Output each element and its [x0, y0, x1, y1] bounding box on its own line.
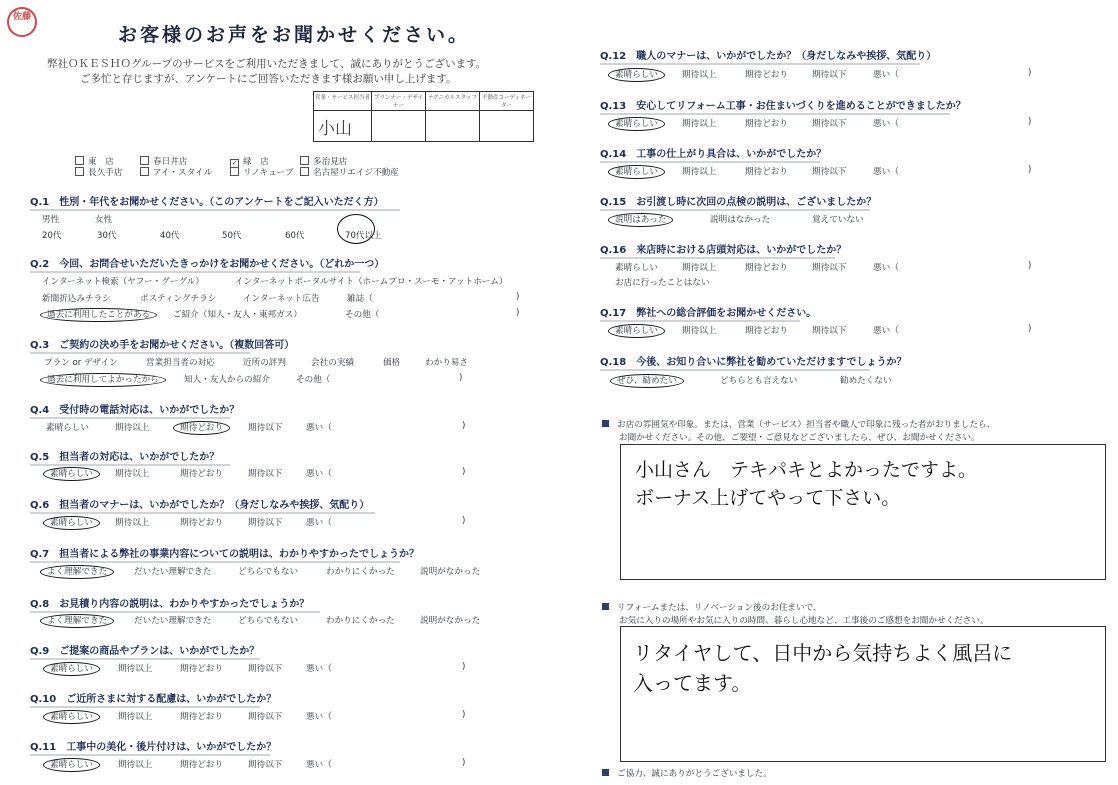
- q2-option[interactable]: その他（: [345, 310, 380, 320]
- bullet-square-icon: [602, 603, 609, 610]
- rating-option[interactable]: 期待どおり: [180, 664, 223, 674]
- rating-option[interactable]: 期待どおり: [745, 167, 788, 177]
- rating-option[interactable]: 悪い（: [306, 469, 332, 479]
- rating-option[interactable]: 悪い（: [306, 423, 332, 433]
- rating-option[interactable]: 期待どおり: [180, 469, 223, 479]
- staff-table: [313, 91, 534, 142]
- q2-label: Q.2 今回、お問合せいただいたきっかけをお聞かせください。（どれか一つ）: [30, 255, 360, 273]
- rating-paren-close: ): [1028, 68, 1032, 78]
- rating-option[interactable]: 素晴らしい: [46, 423, 89, 433]
- understand-option[interactable]: 説明がなかった: [420, 616, 481, 626]
- rating-option[interactable]: 期待以下: [812, 167, 847, 177]
- checkbox-icon: [300, 167, 309, 176]
- q3-option[interactable]: 会社の実績: [311, 358, 354, 368]
- comment2-prompt-1: リフォームまたは、リノベーション後のお住まいで、: [602, 601, 822, 613]
- signature-stamp: 佐藤: [7, 7, 37, 37]
- rating-option[interactable]: 期待以上: [682, 167, 717, 177]
- q17-label: Q.17 弊社への総合評価をお聞かせください。: [600, 304, 800, 322]
- q4-label: Q.4 受付時の電話対応は、いかがでしたか？: [30, 401, 230, 419]
- checkmark-icon: ✓: [231, 159, 238, 167]
- rating-option-selected[interactable]: 素晴らしい: [50, 516, 100, 528]
- checkbox-icon: [75, 156, 84, 165]
- q2-option[interactable]: 新聞折込みチラシ: [42, 294, 111, 304]
- q1-age-option[interactable]: 50代: [222, 231, 242, 241]
- q1-age-option[interactable]: 30代: [97, 231, 117, 241]
- comment1-textarea[interactable]: [620, 444, 1106, 580]
- q2-option[interactable]: 雑誌（: [347, 294, 373, 304]
- rating-option[interactable]: 期待どおり: [745, 263, 788, 273]
- rating-paren-close: ): [462, 516, 466, 526]
- rating-option[interactable]: 期待以上: [115, 518, 150, 528]
- store-checkbox[interactable]: アイ・スタイル: [140, 166, 212, 178]
- q2-option[interactable]: インターネット広告: [243, 294, 320, 304]
- rating-paren-close: ): [1028, 165, 1032, 175]
- footer-thanks: ご協力、誠にありがとうございました。: [602, 767, 772, 779]
- q18-option[interactable]: 勧めたくない: [840, 376, 892, 386]
- q3-option[interactable]: 価格: [383, 358, 401, 368]
- q1-label: Q.1 性別・年代をお聞かせください。（このアンケートをご記入いただく方）: [30, 193, 400, 211]
- understand-option-selected[interactable]: よく理解できた: [47, 614, 114, 626]
- rating-option[interactable]: 悪い（: [873, 167, 899, 177]
- comment1-prompt-1: お店の雰囲気や印象。または、営業（サービス）担当者や職人で印象に残った者がおりましたら、: [602, 418, 995, 430]
- rating-option[interactable]: 期待以上: [118, 664, 153, 674]
- rating-option-selected[interactable]: 素晴らしい: [50, 710, 100, 722]
- staff-header: 不動産コーディネーター: [480, 92, 534, 111]
- rating-option[interactable]: 期待以下: [248, 712, 283, 722]
- checkbox-icon: [75, 167, 84, 176]
- intro-line-1: 弊社ＯＫＥＳＨＯグループのサービスをご利用いただきまして、誠にありがとうございます。: [47, 58, 487, 70]
- store-checkbox[interactable]: 多治見店: [300, 155, 347, 167]
- understand-option[interactable]: だいたい理解できた: [134, 616, 212, 626]
- rating-option[interactable]: 期待以上: [118, 760, 153, 770]
- rating-option-selected[interactable]: 素晴らしい: [615, 117, 665, 129]
- q10-label: Q.10 ご近所さまに対する配慮は、いかがでしたか？: [30, 690, 260, 708]
- understand-option[interactable]: どちらでもない: [238, 567, 299, 577]
- q1-age-option-selected[interactable]: 70代以上: [345, 231, 382, 241]
- understand-option[interactable]: どちらでもない: [238, 616, 299, 626]
- rating-option[interactable]: 期待以下: [248, 518, 283, 528]
- comment1-handwriting-line-1: 小山さん テキパキとよかったですよ。: [635, 459, 978, 481]
- store-checkbox[interactable]: 春日井店: [140, 155, 187, 167]
- staff-header: テクニカルスタッフ: [426, 92, 480, 111]
- comment1-handwriting-line-2: ボーナス上げてやって下さい。: [635, 487, 901, 509]
- rating-option[interactable]: 悪い（: [306, 712, 332, 722]
- q5-label: Q.5 担当者の対応は、いかがでしたか？: [30, 448, 230, 466]
- q15-label: Q.15 お引渡し時に次回の点検の説明は、ございましたか？: [600, 193, 870, 211]
- comment2-handwriting-line-1: リタイヤして、日中から気持ちよく風呂に: [633, 641, 1013, 665]
- q3-option[interactable]: 近所の評判: [243, 358, 286, 368]
- rating-option[interactable]: 悪い（: [873, 263, 899, 273]
- q3-option[interactable]: 知人・友人からの紹介: [184, 375, 270, 385]
- rating-option-selected[interactable]: 素晴らしい: [615, 324, 665, 336]
- rating-option[interactable]: 悪い（: [873, 119, 899, 129]
- staff-realestate-name[interactable]: [480, 111, 534, 142]
- rating-option[interactable]: 悪い（: [873, 70, 899, 80]
- store-checkbox[interactable]: リノキューブ: [230, 166, 293, 178]
- q2-option[interactable]: インターネットポータルサイト（ホームプロ・スーモ・アットホーム）: [235, 277, 508, 287]
- rating-option[interactable]: 期待どおり: [745, 119, 788, 129]
- rating-option[interactable]: 悪い（: [306, 664, 332, 674]
- rating-option[interactable]: 期待以下: [248, 469, 283, 479]
- staff-header: プランナー・デザイナー: [372, 92, 426, 111]
- understand-option[interactable]: 説明がなかった: [420, 567, 481, 577]
- rating-option-selected[interactable]: 素晴らしい: [50, 662, 100, 674]
- q3-option[interactable]: プラン or デザイン: [44, 358, 118, 368]
- rating-option[interactable]: 期待以下: [248, 760, 283, 770]
- rating-paren-close: ): [462, 710, 466, 720]
- rating-paren-close: ): [1028, 324, 1032, 334]
- checkbox-icon: [230, 167, 239, 176]
- checkbox-icon: [140, 167, 149, 176]
- q2-option[interactable]: ご紹介（知人・友人・東邦ガス）: [173, 310, 302, 320]
- store-checkbox[interactable]: 長久手店: [75, 166, 122, 178]
- q18-option-selected[interactable]: ぜひ、勧めたい: [617, 374, 684, 386]
- q7-label: Q.7 担当者による弊社の事業内容についての説明は、わかりやすかったでしょうか？: [30, 545, 400, 563]
- q2-paren-close: ): [516, 308, 520, 318]
- q1-age-option[interactable]: 20代: [42, 231, 62, 241]
- rating-paren-close: ): [462, 467, 466, 477]
- rating-option[interactable]: 期待以上: [682, 70, 717, 80]
- rating-option[interactable]: 期待以上: [682, 119, 717, 129]
- rating-option[interactable]: 期待どおり: [180, 712, 223, 722]
- q3-paren-close: ): [459, 373, 463, 383]
- comment2-prompt-2: お気に入りの場所やお気に入りの時間、暮らし心地など、工事後のご感想をお聞かせください。: [619, 616, 989, 626]
- rating-option-selected[interactable]: 素晴らしい: [615, 68, 665, 80]
- store-checkbox[interactable]: 東 店: [75, 155, 114, 167]
- understand-option[interactable]: わかりにくかった: [326, 567, 395, 577]
- q15-option[interactable]: 説明はなかった: [710, 215, 771, 225]
- q3-option[interactable]: わかり易さ: [425, 358, 468, 368]
- rating-option[interactable]: 素晴らしい: [615, 263, 658, 273]
- bullet-square-icon: [602, 420, 609, 427]
- q18-label: Q.18 今後、お知り合いに弊社を勧めていただけますでしょうか？: [600, 353, 870, 371]
- q15-option[interactable]: 覚えていない: [812, 215, 864, 225]
- comment2-textarea[interactable]: [620, 626, 1106, 762]
- comment1-prompt-2: お聞かせください。その他、ご要望・ご意見などございましたら、ぜひ、お聞かせください。: [619, 433, 980, 443]
- q2-option-selected[interactable]: 過去に利用したことがある: [47, 308, 157, 320]
- rating-option[interactable]: 期待以下: [812, 326, 847, 336]
- rating-option[interactable]: 悪い（: [306, 760, 332, 770]
- understand-option[interactable]: わかりにくかった: [326, 616, 395, 626]
- q3-label: Q.3 ご契約の決め手をお聞かせください。（複数回答可）: [30, 336, 250, 354]
- rating-paren-close: ): [462, 758, 466, 768]
- rating-option[interactable]: 期待以下: [812, 119, 847, 129]
- q1-gender-female[interactable]: 女性: [95, 215, 113, 225]
- rating-option-selected[interactable]: 素晴らしい: [50, 758, 100, 770]
- rating-option[interactable]: 期待以上: [118, 712, 153, 722]
- q12-label: Q.12 職人のマナーは、いかがでしたか？（身だしなみや挨拶、気配り）: [600, 47, 920, 65]
- bullet-square-icon: [602, 769, 609, 776]
- staff-sales-name[interactable]: 小山: [314, 111, 372, 142]
- rating-option-selected[interactable]: 素晴らしい: [50, 467, 100, 479]
- q1-gender-male[interactable]: 男性: [42, 215, 60, 225]
- q3-option[interactable]: その他（: [296, 375, 331, 385]
- rating-option[interactable]: 期待どおり: [180, 518, 223, 528]
- q1-age-option[interactable]: 40代: [160, 231, 180, 241]
- staff-technical-name[interactable]: [426, 111, 480, 142]
- q2-option[interactable]: インターネット検索（ヤフー・グーグル）: [42, 277, 204, 287]
- q14-label: Q.14 工事の仕上がり具合は、いかがでしたか？: [600, 145, 820, 163]
- comment2-handwriting-line-2: 入ってます。: [633, 671, 752, 695]
- store-checkbox[interactable]: 名古屋リエイジ不動産: [300, 166, 399, 178]
- q15-option-selected[interactable]: 説明はあった: [615, 213, 673, 225]
- intro-line-2: ご多忙と存じますが、アンケートにご回答いただきます様お願い申し上げます。: [80, 73, 457, 85]
- q3-option[interactable]: 営業担当者の対応: [146, 358, 215, 368]
- rating-option[interactable]: 期待以下: [248, 423, 283, 433]
- understand-option-selected[interactable]: よく理解できた: [47, 565, 114, 577]
- rating-option-selected[interactable]: 期待どおり: [180, 421, 230, 433]
- rating-paren-close: ): [1028, 117, 1032, 127]
- q11-label: Q.11 工事中の美化・後片付けは、いかがでしたか？: [30, 738, 270, 756]
- checkbox-icon: [140, 156, 149, 165]
- staff-header: 営業・サービス担当者: [314, 92, 372, 111]
- rating-option[interactable]: 期待以上: [682, 263, 717, 273]
- rating-paren-close: ): [462, 421, 466, 431]
- q13-label: Q.13 安心してリフォーム工事・お住まいづくりを進めることができましたか？: [600, 97, 950, 115]
- rating-option[interactable]: 期待以下: [812, 70, 847, 80]
- rating-option[interactable]: 期待どおり: [745, 70, 788, 80]
- q16-not-visited-option[interactable]: お店に行ったことはない: [615, 278, 710, 288]
- rating-option[interactable]: 期待以上: [115, 469, 150, 479]
- q16-label: Q.16 来店時における店頭対応は、いかがでしたか？: [600, 241, 835, 259]
- rating-option[interactable]: 期待どおり: [180, 760, 223, 770]
- rating-option[interactable]: 期待以上: [682, 326, 717, 336]
- rating-paren-close: ): [1028, 261, 1032, 271]
- q3-option-selected[interactable]: 過去に利用してよかったから: [47, 373, 166, 385]
- rating-option[interactable]: 期待以上: [115, 423, 150, 433]
- rating-option[interactable]: 期待以下: [248, 664, 283, 674]
- rating-option[interactable]: 期待どおり: [745, 326, 788, 336]
- rating-paren-close: ): [462, 662, 466, 672]
- checkbox-icon: [300, 156, 309, 165]
- store-checkbox-checked[interactable]: ✓ 緑 店: [231, 157, 269, 167]
- understand-option[interactable]: だいたい理解できた: [134, 567, 212, 577]
- page-title: お客様のお声をお聞かせください。: [118, 24, 471, 46]
- q8-label: Q.8 お見積り内容の説明は、わかりやすかったでしょうか？: [30, 595, 320, 613]
- q1-age-option[interactable]: 60代: [285, 231, 305, 241]
- rating-option-selected[interactable]: 素晴らしい: [615, 165, 665, 177]
- q6-label: Q.6 担当者のマナーは、いかがでしたか？（身だしなみや挨拶、気配り）: [30, 496, 375, 514]
- selection-circle: [337, 214, 375, 244]
- rating-option[interactable]: 期待以下: [812, 263, 847, 273]
- rating-option[interactable]: 悪い（: [873, 326, 899, 336]
- q2-option[interactable]: ポスティングチラシ: [140, 294, 217, 304]
- q18-option[interactable]: どちらとも言えない: [720, 376, 798, 386]
- q2-paren-close: ): [516, 292, 520, 302]
- q9-label: Q.9 ご提案の商品やプランは、いかがでしたか？: [30, 642, 260, 660]
- staff-planner-name[interactable]: [372, 111, 426, 142]
- rating-option[interactable]: 悪い（: [306, 518, 332, 528]
